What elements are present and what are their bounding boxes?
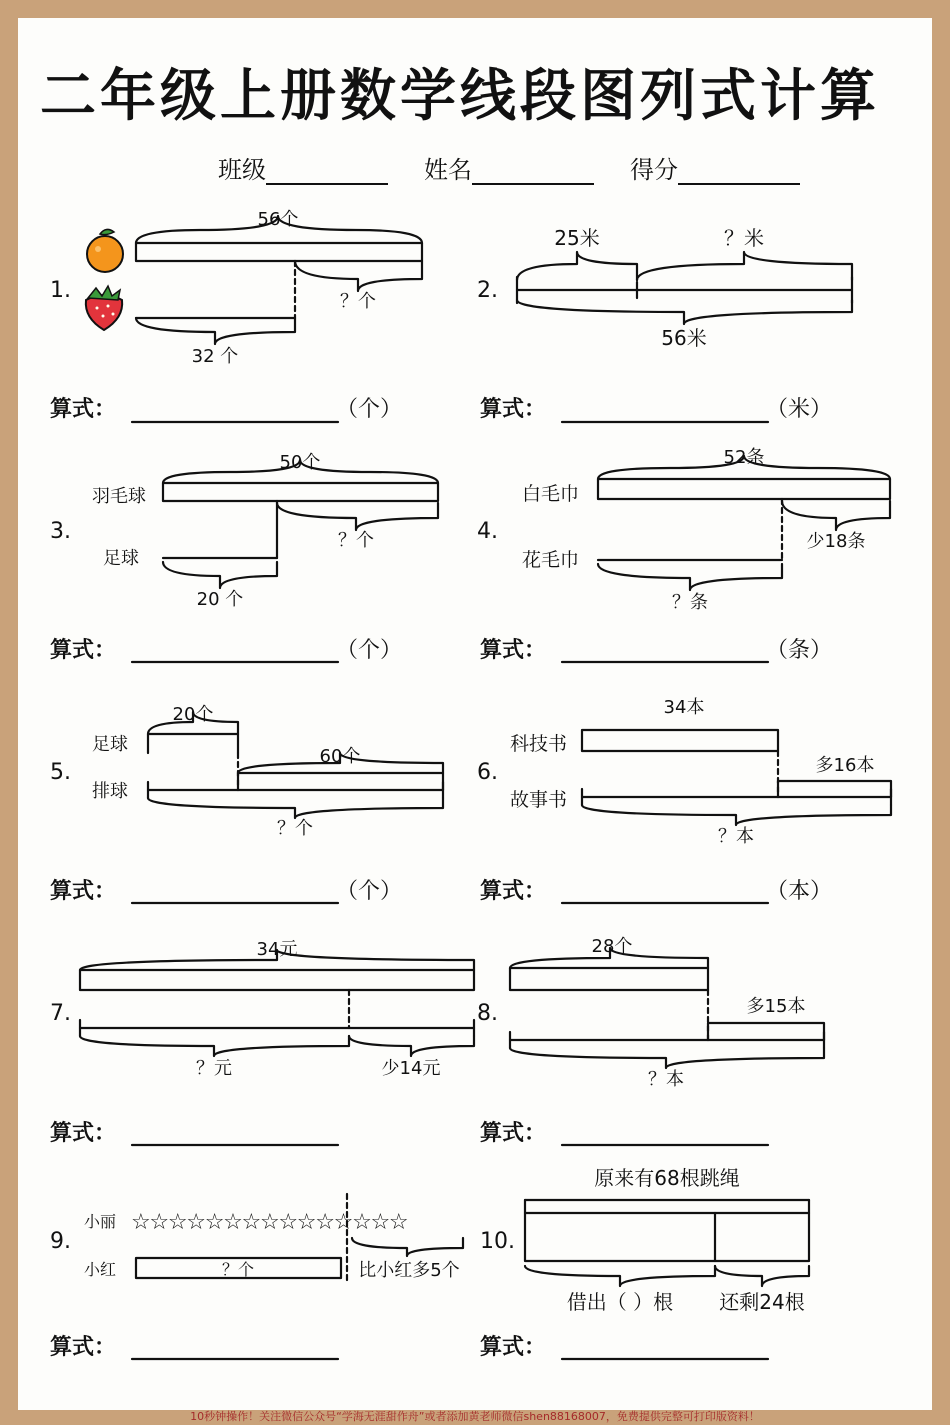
p2-right-label: ？米 [724, 226, 764, 250]
problem-number-7: 7. [50, 1001, 71, 1026]
p3-top-label: 50个 [279, 452, 321, 473]
p4-top-label: 52条 [723, 447, 765, 468]
formula-label-7: 算式： [50, 1121, 117, 1146]
p4-row2-label: 花毛巾 [522, 549, 580, 571]
p4-bottom-label: ？条 [672, 592, 708, 613]
p5-mid-label: 60个 [319, 746, 361, 767]
p5-top-label: 20个 [172, 704, 214, 725]
p7-bottom-right-label: 少14元 [381, 1058, 441, 1079]
name-label: 姓名 [424, 156, 472, 184]
problem-number-9: 9. [50, 1229, 71, 1254]
formula-label-3: 算式： [50, 638, 117, 663]
p8-right-label: 多15本 [746, 996, 806, 1017]
p5-row2-label: 排球 [92, 781, 128, 802]
problem-number-10: 10. [480, 1229, 515, 1254]
problem-number-1: 1. [50, 278, 71, 303]
p8-top-label: 28个 [591, 936, 633, 957]
orange-icon [87, 229, 123, 272]
p1-right-label: ？个 [340, 291, 376, 312]
p2-left-label: 25米 [554, 226, 600, 250]
formula-label-10: 算式： [480, 1335, 547, 1360]
strawberry-icon [86, 286, 122, 330]
p3-row2-label: 足球 [103, 548, 139, 569]
problem-number-2: 2. [477, 278, 498, 303]
p8-bottom-label: ？本 [648, 1069, 684, 1090]
p3-row1-label: 羽毛球 [92, 486, 146, 507]
p9-stars: ☆☆☆☆☆☆☆☆☆☆☆☆☆☆☆ [131, 1210, 408, 1235]
p9-box-label: ？个 [221, 1260, 255, 1279]
problem-number-6: 6. [477, 760, 498, 785]
p3-right-label: ？个 [338, 530, 374, 551]
p10-bottom-left-label: 借出（ ）根 [566, 1290, 674, 1314]
problem-number-4: 4. [477, 519, 498, 544]
formula-label-6: 算式： [480, 879, 547, 904]
p6-row1-label: 科技书 [510, 733, 568, 755]
class-label: 班级 [218, 156, 266, 184]
p1-bottom-label: 32 个 [191, 346, 239, 367]
p2-bottom-label: 56米 [661, 326, 707, 350]
p9-row2-label: 小红 [84, 1260, 117, 1279]
score-label: 得分 [630, 156, 678, 184]
p1-top-label: 56个 [257, 209, 299, 230]
unit-6: （本） [766, 879, 833, 904]
p10-bottom-right-label: 还剩24根 [719, 1290, 805, 1314]
p4-row1-label: 白毛巾 [522, 483, 580, 505]
unit-4: （条） [766, 638, 833, 663]
p9-right-label: 比小红多5个 [358, 1260, 460, 1281]
formula-label-4: 算式： [480, 638, 547, 663]
formula-label-9: 算式： [50, 1335, 117, 1360]
p6-right-label: 多16本 [815, 755, 875, 776]
problem-number-5: 5. [50, 760, 71, 785]
problem-number-3: 3. [50, 519, 71, 544]
p5-row1-label: 足球 [92, 734, 128, 755]
p6-row2-label: 故事书 [510, 789, 568, 811]
footer-note: 10秒钟操作！关注微信公众号“学海无涯甜作舟”或者添加黄老师微信shen88168007，免费提供完整可打印版资料！ [190, 1410, 760, 1423]
p3-bottom-label: 20 个 [196, 589, 244, 610]
formula-label-1: 算式： [50, 397, 117, 422]
p5-bottom-label: ？个 [277, 818, 313, 839]
unit-1: （个） [336, 397, 403, 422]
unit-3: （个） [336, 638, 403, 663]
p6-bottom-label: ？本 [718, 826, 754, 847]
p6-top-label: 34本 [663, 697, 705, 718]
p4-right-label: 少18条 [806, 531, 866, 552]
p7-top-label: 34元 [256, 939, 298, 960]
page-title: 二年级上册数学线段图列式计算 [40, 64, 880, 129]
p7-bottom-left-label: ？元 [196, 1058, 232, 1079]
formula-label-8: 算式： [480, 1121, 547, 1146]
unit-2: （米） [766, 397, 833, 422]
p9-row1-label: 小丽 [84, 1212, 117, 1231]
problem-number-8: 8. [477, 1001, 498, 1026]
formula-label-5: 算式： [50, 879, 117, 904]
p10-top-label: 原来有68根跳绳 [594, 1166, 740, 1190]
formula-label-2: 算式： [480, 397, 547, 422]
unit-5: （个） [336, 879, 403, 904]
